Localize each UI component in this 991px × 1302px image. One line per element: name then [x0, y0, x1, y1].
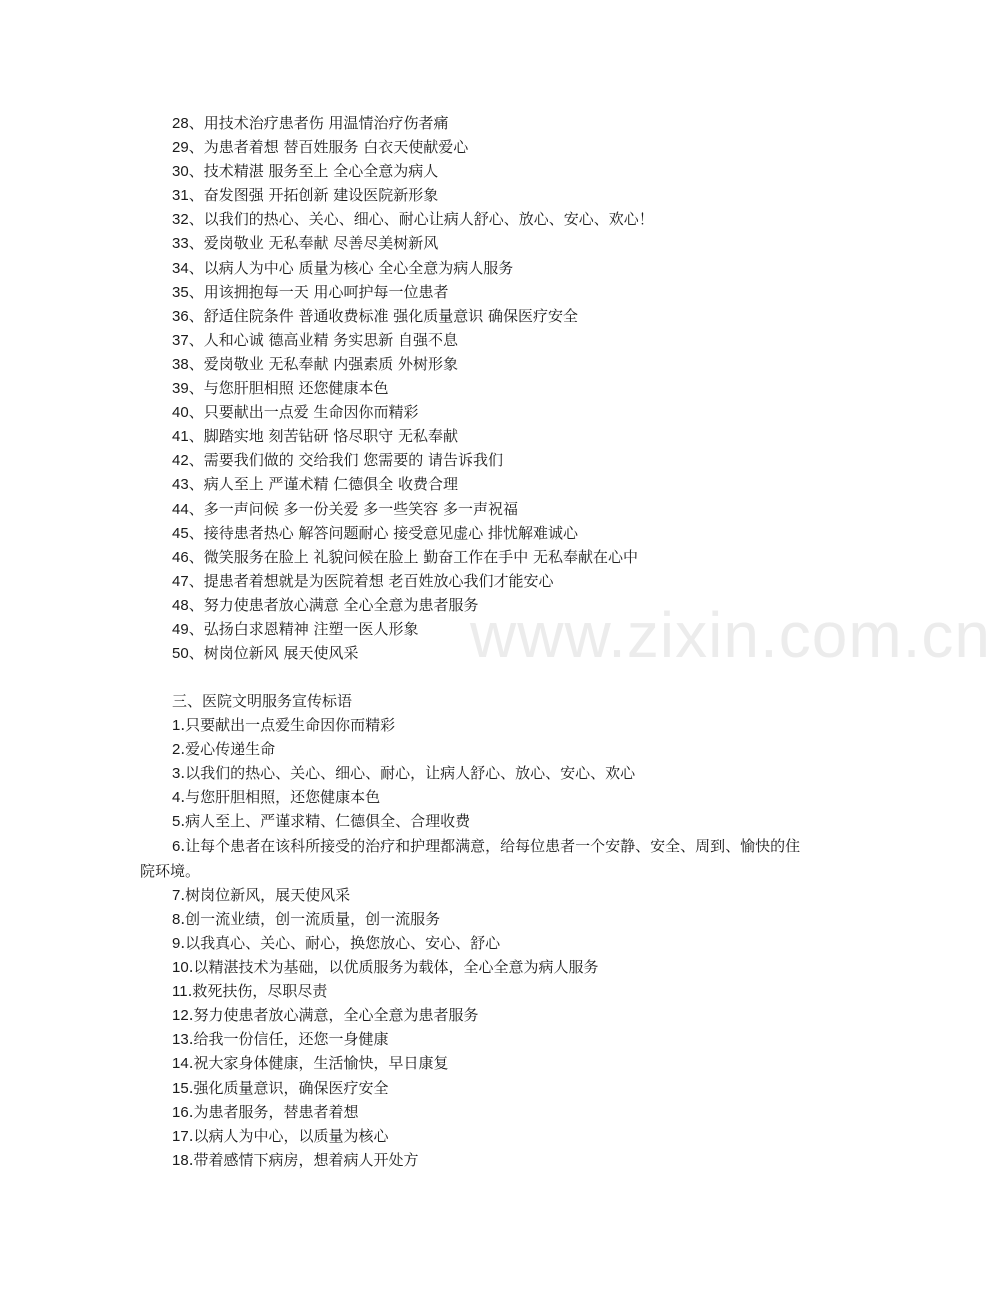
- item-number: 2: [172, 741, 181, 759]
- item-text: .努力使患者放心满意，全心全意为患者服务: [188, 1006, 479, 1025]
- item-text: .以精湛技术为基础，以优质服务为载体，全心全意为病人服务: [188, 958, 599, 977]
- item-text: 、舒适住院条件 普通收费标准 强化质量意识 确保医疗安全: [188, 306, 578, 325]
- item-number: 50: [172, 645, 189, 663]
- item-text: 、用该拥抱每一天 用心呵护每一位患者: [188, 282, 449, 301]
- list-item: [0, 183, 920, 207]
- item-number: 49: [172, 620, 189, 638]
- list-item: [0, 497, 920, 521]
- item-text: 、病人至上 严谨术精 仁德俱全 收费合理: [188, 475, 458, 494]
- list-item: [0, 400, 920, 424]
- item-text: .让每个患者在该科所接受的治疗和护理都满意，给每位患者一个安静、安全、周到、愉快的住院环境。: [140, 836, 801, 880]
- list-item: [0, 207, 920, 231]
- item-number: 35: [172, 283, 189, 301]
- section-3: [0, 689, 920, 1172]
- item-text: .以我真心、关心、耐心，换您放心、安心、舒心: [180, 933, 501, 952]
- item-text: 、只要献出一点爱 生命因你而精彩: [188, 403, 419, 422]
- watermark-text: www.zixin.com.cn: [470, 599, 991, 671]
- item-number: 48: [172, 596, 189, 614]
- list-item: [0, 883, 920, 907]
- item-text: .创一流业绩，创一流质量，创一流服务: [180, 909, 441, 928]
- list-item: [0, 617, 920, 641]
- item-number: 28: [172, 115, 189, 132]
- item-text: .以病人为中心，以质量为核心: [188, 1126, 389, 1145]
- list-item: [0, 545, 920, 569]
- list-item: [0, 256, 920, 280]
- list-item: [0, 159, 920, 183]
- list-item: [0, 737, 920, 761]
- list-item: [0, 304, 920, 328]
- list-item: [0, 641, 920, 665]
- item-number: 41: [172, 428, 189, 446]
- item-number: 18: [172, 1151, 189, 1169]
- item-number: 6: [172, 837, 181, 855]
- item-text: 、弘扬白求恩精神 注塑一医人形象: [188, 619, 419, 638]
- list-item: [0, 135, 920, 159]
- item-number: 43: [172, 476, 189, 494]
- item-number: 17: [172, 1127, 189, 1145]
- item-number: 38: [172, 355, 189, 373]
- section-3-list-a: [0, 713, 920, 833]
- item-number: 16: [172, 1103, 189, 1121]
- item-number: 34: [172, 259, 189, 277]
- list-item: [0, 521, 920, 545]
- item-text: 、脚踏实地 刻苦钻研 恪尽职守 无私奉献: [188, 427, 458, 446]
- list-item: [0, 809, 920, 833]
- item-number: 4: [172, 789, 181, 807]
- list-item: [0, 111, 920, 135]
- item-text: .树岗位新风，展天使风采: [180, 885, 351, 904]
- list-item: [0, 1124, 920, 1148]
- item-number: 29: [172, 139, 189, 157]
- list-item: [0, 1148, 920, 1172]
- item-number: 9: [172, 934, 181, 952]
- item-text: .爱心传递生命: [180, 740, 276, 759]
- list-item: [0, 472, 920, 496]
- list-item: [0, 376, 920, 400]
- list-item: [0, 834, 920, 883]
- item-text: .强化质量意识，确保医疗安全: [188, 1078, 389, 1097]
- item-text: 、接待患者热心 解答问题耐心 接受意见虚心 排忧解难诚心: [188, 523, 578, 542]
- item-text: 、以我们的热心、关心、细心、耐心让病人舒心、放心、安心、欢心！: [188, 210, 654, 229]
- list-item: [0, 569, 920, 593]
- list-item: [0, 931, 920, 955]
- item-number: 11: [172, 983, 188, 1001]
- slogan-list-part2: [0, 111, 920, 665]
- item-number: 42: [172, 452, 189, 470]
- item-text: 、爱岗敬业 无私奉献 尽善尽美树新风: [188, 234, 439, 253]
- item-text: .给我一份信任，还您一身健康: [188, 1030, 389, 1049]
- item-text: 、与您肝胆相照 还您健康本色: [188, 379, 389, 398]
- item-text: 、提患者着想就是为医院着想 老百姓放心我们才能安心: [188, 571, 554, 590]
- item-number: 44: [172, 500, 189, 518]
- item-number: 39: [172, 380, 189, 398]
- item-number: 45: [172, 524, 189, 542]
- item-number: 1: [172, 717, 181, 735]
- item-number: 30: [172, 163, 189, 181]
- list-item: [0, 280, 920, 304]
- item-text: 、微笑服务在脸上 礼貌问候在脸上 勤奋工作在手中 无私奉献在心中: [188, 547, 638, 566]
- item-text: .以我们的热心、关心、细心、耐心，让病人舒心、放心、安心、欢心: [180, 764, 636, 783]
- list-item: [0, 1051, 920, 1075]
- item-number: 15: [172, 1079, 189, 1097]
- item-text: .救死扶伤，尽职尽责: [187, 982, 328, 1001]
- item-number: 10: [172, 959, 189, 977]
- item-text: .为患者服务，替患者着想: [188, 1102, 359, 1121]
- list-item: [0, 1003, 920, 1027]
- item-text: .只要献出一点爱生命因你而精彩: [180, 716, 396, 735]
- item-number: 31: [172, 187, 189, 205]
- item-number: 12: [172, 1007, 189, 1025]
- item-text: 、努力使患者放心满意 全心全意为患者服务: [188, 595, 479, 614]
- item-text: 、人和心诚 德高业精 务实思新 自强不息: [188, 330, 458, 349]
- item-number: 14: [172, 1055, 189, 1073]
- item-text: 、奋发图强 开拓创新 建设医院新形象: [188, 186, 439, 205]
- item-text: 、多一声问候 多一份关爱 多一些笑容 多一声祝福: [188, 499, 518, 518]
- item-number: 37: [172, 331, 189, 349]
- list-item: [0, 352, 920, 376]
- item-number: 5: [172, 813, 181, 831]
- item-text: 、爱岗敬业 无私奉献 内强素质 外树形象: [188, 354, 458, 373]
- list-item: [0, 328, 920, 352]
- list-item: [0, 979, 920, 1003]
- list-item: [0, 231, 920, 255]
- item-number: 33: [172, 235, 189, 253]
- item-text: 、以病人为中心 质量为核心 全心全意为病人服务: [188, 258, 514, 277]
- item-number: 7: [172, 886, 181, 904]
- item-number: 8: [172, 910, 181, 928]
- list-item: [0, 1076, 920, 1100]
- list-item: [0, 448, 920, 472]
- item-text: 、技术精湛 服务至上 全心全意为病人: [188, 162, 439, 181]
- item-text: .病人至上、严谨求精、仁德俱全、合理收费: [180, 812, 471, 831]
- item-number: 36: [172, 307, 189, 325]
- item-number: 3: [172, 765, 181, 783]
- list-item: [0, 593, 920, 617]
- section-3-heading: 三、医院文明服务宣传标语: [172, 692, 353, 710]
- item-text: 、树岗位新风 展天使风采: [188, 644, 359, 663]
- item-text: .与您肝胆相照，还您健康本色: [180, 788, 381, 807]
- item-text: .祝大家身体健康，生活愉快，早日康复: [188, 1054, 449, 1073]
- item-number: 13: [172, 1031, 189, 1049]
- list-item: [0, 761, 920, 785]
- item-number: 40: [172, 404, 189, 422]
- section-3-list-b: [0, 883, 920, 1172]
- item-number: 47: [172, 572, 189, 590]
- item-number: 46: [172, 548, 189, 566]
- list-item: [0, 713, 920, 737]
- list-item: [0, 424, 920, 448]
- list-item: [0, 785, 920, 809]
- list-item: [0, 1100, 920, 1124]
- item-text: 、需要我们做的 交给我们 您需要的 请告诉我们: [188, 451, 503, 470]
- item-text: 、用技术治疗患者伤 用温情治疗伤者痛: [188, 114, 449, 132]
- list-item: [0, 1027, 920, 1051]
- item-text: .带着感情下病房，想着病人开处方: [188, 1150, 419, 1169]
- list-item: [0, 907, 920, 931]
- item-number: 32: [172, 211, 189, 229]
- item-text: 、为患者着想 替百姓服务 白衣天使献爱心: [188, 138, 469, 157]
- list-item: [0, 955, 920, 979]
